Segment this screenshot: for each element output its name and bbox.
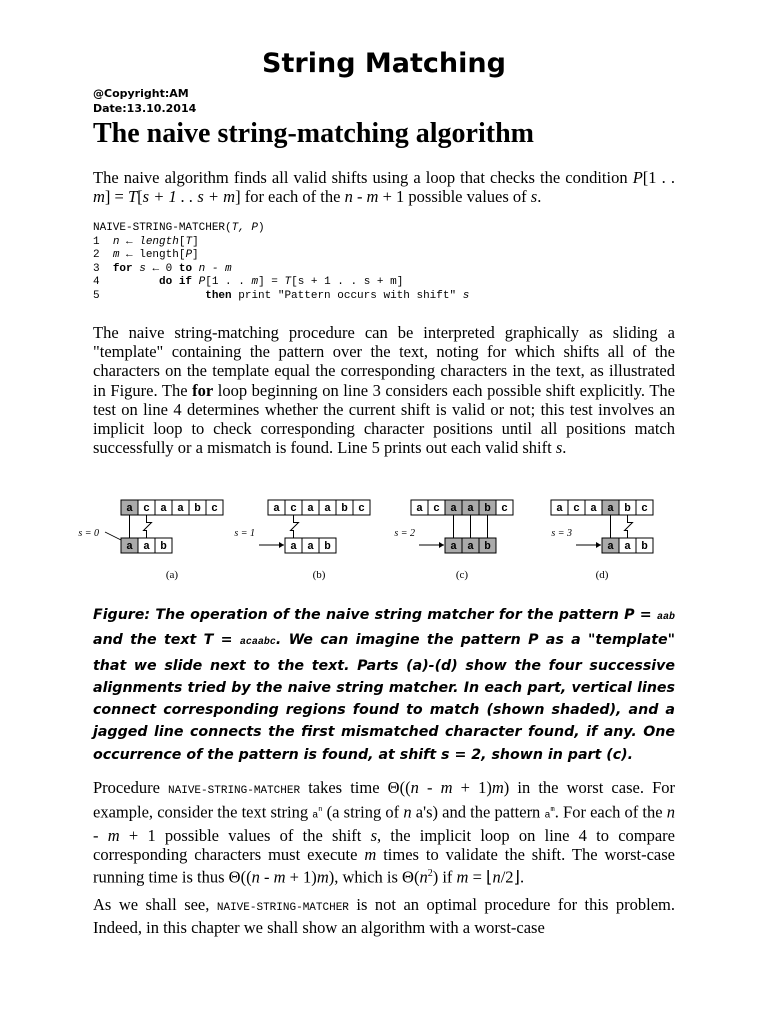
text-char: b [341, 503, 348, 515]
text-char: a [467, 503, 474, 515]
copyright-line: @Copyright:AM [93, 87, 189, 100]
shift-arrowhead [439, 542, 444, 548]
text-char: c [641, 503, 648, 515]
code-line-2: 2 m ← length[P] [93, 249, 199, 261]
section-heading: The naive string-matching algorithm [93, 118, 534, 149]
panel-label: (a) [165, 569, 179, 581]
shift-pointer [105, 532, 121, 540]
text-char: a [607, 503, 614, 515]
mismatch-line [625, 515, 633, 538]
pattern-char: b [324, 541, 331, 553]
pattern-char: a [450, 541, 457, 553]
pattern-char: a [307, 541, 314, 553]
figure-panel [78, 500, 223, 581]
figure-panel [234, 500, 370, 581]
text-char: c [573, 503, 580, 515]
pattern-char: a [467, 541, 474, 553]
pattern-char: a [624, 541, 631, 553]
text-char: a [590, 503, 597, 515]
mismatch-line [291, 515, 299, 538]
text-char: a [160, 503, 167, 515]
mismatch-line [144, 515, 152, 538]
text-char: c [358, 503, 365, 515]
figure-panel [551, 500, 653, 581]
text-char: a [307, 503, 314, 515]
string-matching-figure [78, 490, 683, 585]
pattern-char: b [160, 541, 167, 553]
pattern-char: a [143, 541, 150, 553]
intro-paragraph: The naive algorithm finds all valid shifts using a loop that checks the condition P[1 . . m] = T[s + 1 . . s + m] for each of the n - m + 1 possible values of s. [93, 168, 675, 207]
shift-label: s = 2 [394, 528, 415, 539]
shift-label: s = 3 [551, 528, 572, 539]
text-char: a [450, 503, 457, 515]
text-char: b [484, 503, 491, 515]
code-line-3: 3 for s ← 0 to n - m [93, 262, 232, 275]
code-line-4: 4 do if P[1 . . m] = T[s + 1 . . s + m] [93, 276, 404, 288]
shift-label: s = 1 [234, 528, 255, 539]
text-char: c [143, 503, 150, 515]
closing-paragraph: As we shall see, NAIVE-STRING-MATCHER is not an optimal procedure for this problem. Indeed, in this chapter we shall show an algorithm with a worst-case [93, 895, 675, 938]
date-line: Date:13.10.2014 [93, 102, 197, 115]
shift-label: s = 0 [78, 528, 99, 539]
complexity-paragraph: Procedure NAIVE-STRING-MATCHER takes time Θ((n - m + 1)m) in the worst case. For example, consider the text string $a^n$ (a string of n a's) and the pattern $a^m$. For each of the n - m + 1 possible values of the shift s, the implicit loop on line 4 to compare corresponding characters must execute m times to validate the shift. The worst-case running time is thus Θ((n - m + 1)m), which is $\Theta(n^2)$ if m = ⌊n/2⌋. [93, 778, 676, 887]
pattern-char: b [484, 541, 491, 553]
text-char: b [194, 503, 201, 515]
shift-arrowhead [279, 542, 284, 548]
figure-caption: Figure: The operation of the naive string matcher for the pattern P = aab and the text T = acaabc. We can imagine the pattern P as a "template" that we slide next to the text. Parts (a)-(d) show the four successive alignments tried by the naive string matcher. In each part, vertical lines connect corresponding regions found to match (shown shaded), and a jagged line connects the first mismatched character found, if any. One occurrence of the pattern is found, at shift s = 2, shown in part (c). [93, 607, 676, 763]
pattern-char: a [126, 541, 133, 553]
explanation-paragraph: The naive string-matching procedure can be interpreted graphically as sliding a "template" containing the pattern over the text, noting for which shifts all of the characters on the template equal the corresponding characters in the text, as illustrated in Figure. The for loop beginning on line 3 considers each possible shift explicitly. The test on line 4 determines whether the current shift is valid or not; this test involves an implicit loop to check corresponding character positions until all positions match successfully or a mismatch is found. Line 5 prints out each valid shift s. [93, 323, 675, 458]
code-line-1: 1 n ← length[T] [93, 235, 199, 248]
panel-label: (c) [455, 569, 469, 581]
page-title: String Matching [262, 48, 506, 79]
text-char: b [624, 503, 631, 515]
panel-label: (d) [595, 569, 609, 581]
text-char: c [211, 503, 218, 515]
figure-panel [394, 500, 513, 581]
text-char: c [501, 503, 508, 515]
text-char: c [433, 503, 440, 515]
pattern-char: a [290, 541, 297, 553]
text-char: a [556, 503, 563, 515]
text-char: a [324, 503, 331, 515]
text-char: c [290, 503, 297, 515]
panel-label: (b) [312, 569, 326, 581]
pseudocode-block [93, 222, 469, 303]
code-header: NAIVE-STRING-MATCHER(T, P) [93, 222, 265, 234]
text-char: a [177, 503, 184, 515]
pattern-char: b [641, 541, 648, 553]
shift-arrowhead [596, 542, 601, 548]
code-line-5: 5 then print "Pattern occurs with shift" s [93, 289, 470, 302]
text-char: a [416, 503, 423, 515]
pattern-char: a [607, 541, 614, 553]
text-char: a [273, 503, 280, 515]
text-char: a [126, 503, 133, 515]
